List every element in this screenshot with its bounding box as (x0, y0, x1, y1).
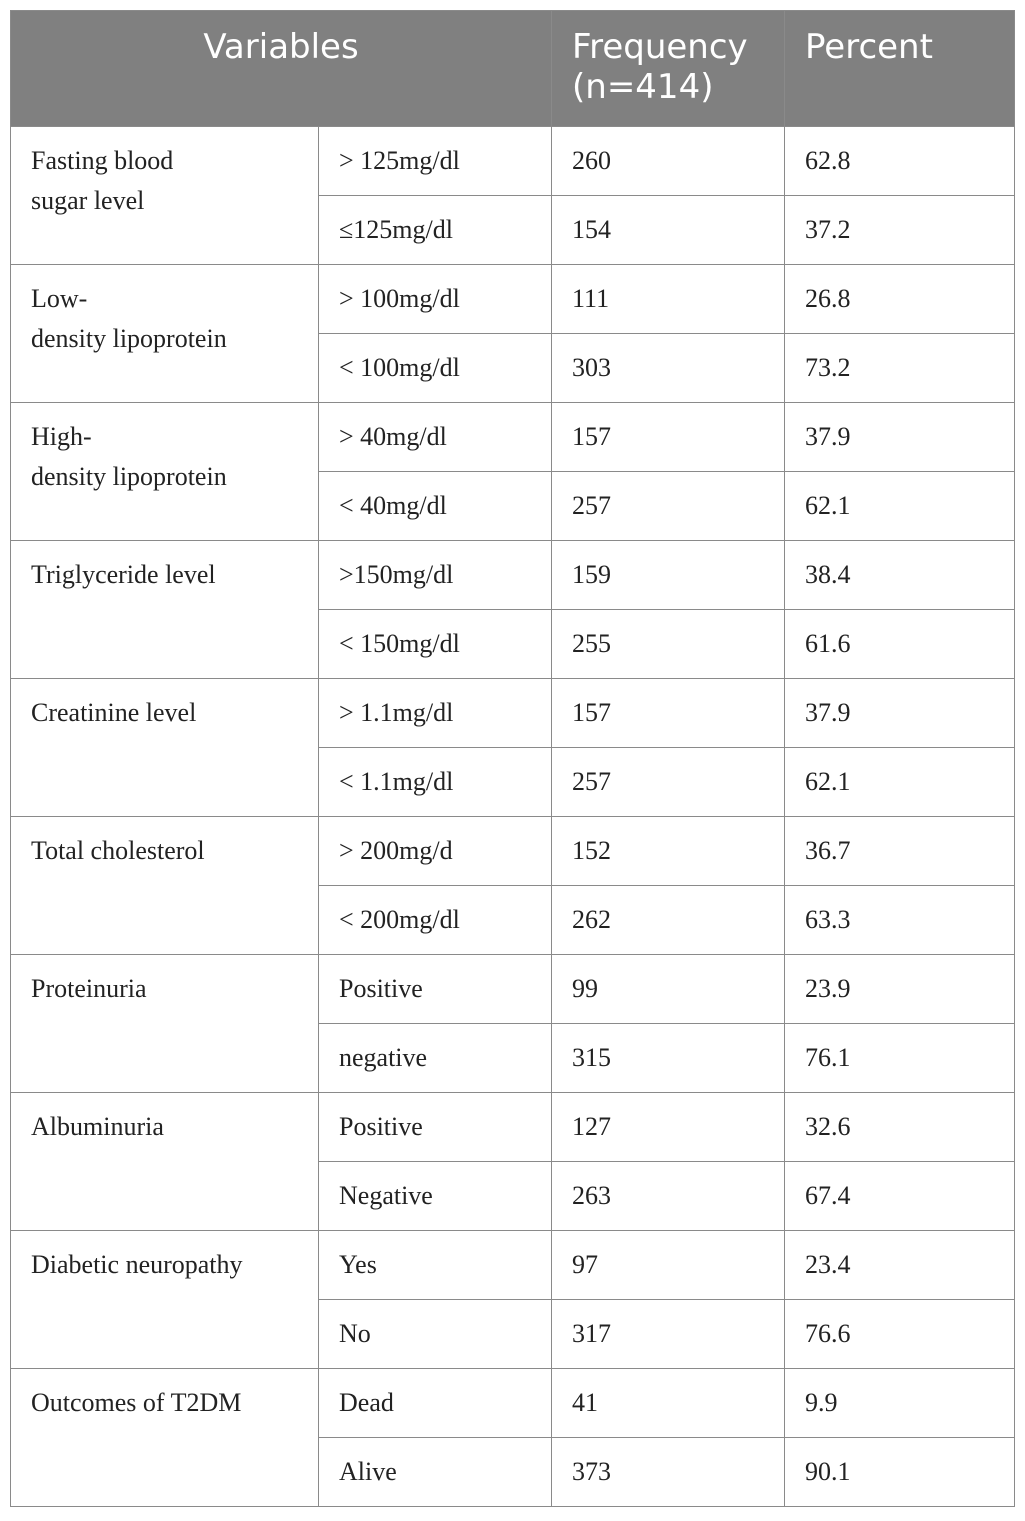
table-row (11, 1093, 1015, 1162)
header-row (11, 11, 1015, 127)
frequency-cell: 157 (552, 403, 785, 472)
variable-label-line: Creatinine level (31, 698, 197, 727)
category-cell: Negative (319, 1162, 552, 1231)
table-row (11, 403, 1015, 472)
category-cell: > 40mg/dl (319, 403, 552, 472)
table-row (11, 955, 1015, 1024)
frequency-cell: 127 (552, 1093, 785, 1162)
percent-cell: 90.1 (785, 1438, 1015, 1507)
frequency-cell: 154 (552, 196, 785, 265)
category-cell: Dead (319, 1369, 552, 1438)
frequency-cell: 260 (552, 127, 785, 196)
header-frequency (552, 11, 785, 127)
percent-cell: 61.6 (785, 610, 1015, 679)
frequency-cell: 257 (552, 472, 785, 541)
variable-label-line: sugar level (31, 186, 145, 215)
variable-label-line: Diabetic neuropathy (31, 1250, 243, 1279)
category-cell: > 125mg/dl (319, 127, 552, 196)
percent-cell: 37.9 (785, 679, 1015, 748)
variable-cell (11, 955, 319, 1093)
variable-cell (11, 1231, 319, 1369)
percent-cell: 62.1 (785, 748, 1015, 817)
category-cell: >150mg/dl (319, 541, 552, 610)
frequency-cell: 255 (552, 610, 785, 679)
category-cell: Yes (319, 1231, 552, 1300)
variable-label-line: Total cholesterol (31, 836, 205, 865)
frequency-cell: 152 (552, 817, 785, 886)
percent-cell: 67.4 (785, 1162, 1015, 1231)
variable-label-line: density lipoprotein (31, 462, 227, 491)
frequency-cell: 99 (552, 955, 785, 1024)
variable-cell (11, 1093, 319, 1231)
frequency-cell: 263 (552, 1162, 785, 1231)
frequency-cell: 373 (552, 1438, 785, 1507)
variable-label-line: Triglyceride level (31, 560, 216, 589)
variable-label-line: Albuminuria (31, 1112, 164, 1141)
category-cell: < 150mg/dl (319, 610, 552, 679)
percent-cell: 32.6 (785, 1093, 1015, 1162)
percent-cell: 23.9 (785, 955, 1015, 1024)
percent-cell: 38.4 (785, 541, 1015, 610)
variable-label-line: density lipoprotein (31, 324, 227, 353)
variable-cell (11, 127, 319, 265)
table-row (11, 541, 1015, 610)
percent-cell: 73.2 (785, 334, 1015, 403)
table-body (11, 127, 1015, 1507)
frequency-cell: 317 (552, 1300, 785, 1369)
category-cell: Alive (319, 1438, 552, 1507)
variable-cell (11, 679, 319, 817)
frequency-cell: 41 (552, 1369, 785, 1438)
category-cell: < 100mg/dl (319, 334, 552, 403)
variable-cell (11, 403, 319, 541)
variable-label-line: Fasting blood (31, 146, 174, 175)
data-table (10, 10, 1015, 1507)
variable-label-line: Proteinuria (31, 974, 147, 1003)
table-row (11, 1369, 1015, 1438)
percent-cell: 36.7 (785, 817, 1015, 886)
variable-cell (11, 265, 319, 403)
percent-cell: 9.9 (785, 1369, 1015, 1438)
percent-cell: 37.9 (785, 403, 1015, 472)
percent-cell: 26.8 (785, 265, 1015, 334)
percent-cell: 76.1 (785, 1024, 1015, 1093)
table-row (11, 1231, 1015, 1300)
table-row (11, 265, 1015, 334)
header-frequency-line2: (n=414) (572, 67, 714, 107)
percent-cell: 63.3 (785, 886, 1015, 955)
frequency-cell: 111 (552, 265, 785, 334)
category-cell: Positive (319, 1093, 552, 1162)
percent-cell: 23.4 (785, 1231, 1015, 1300)
header-variables: Variables (11, 11, 552, 127)
category-cell: < 200mg/dl (319, 886, 552, 955)
category-cell: No (319, 1300, 552, 1369)
variable-cell (11, 1369, 319, 1507)
frequency-cell: 97 (552, 1231, 785, 1300)
table-row (11, 817, 1015, 886)
header-frequency-line1: Frequency (572, 27, 748, 67)
header-percent: Percent (785, 11, 1015, 127)
frequency-cell: 303 (552, 334, 785, 403)
percent-cell: 37.2 (785, 196, 1015, 265)
variable-cell (11, 817, 319, 955)
variable-label-line: Outcomes of T2DM (31, 1388, 242, 1417)
table-header (11, 11, 1015, 127)
frequency-cell: 159 (552, 541, 785, 610)
category-cell: > 1.1mg/dl (319, 679, 552, 748)
category-cell: negative (319, 1024, 552, 1093)
variable-label-line: Low- (31, 284, 88, 313)
frequency-cell: 257 (552, 748, 785, 817)
category-cell: ≤125mg/dl (319, 196, 552, 265)
percent-cell: 76.6 (785, 1300, 1015, 1369)
category-cell: < 40mg/dl (319, 472, 552, 541)
category-cell: Positive (319, 955, 552, 1024)
percent-cell: 62.8 (785, 127, 1015, 196)
variable-cell (11, 541, 319, 679)
percent-cell: 62.1 (785, 472, 1015, 541)
category-cell: > 200mg/d (319, 817, 552, 886)
category-cell: < 1.1mg/dl (319, 748, 552, 817)
table-row (11, 127, 1015, 196)
frequency-cell: 262 (552, 886, 785, 955)
category-cell: > 100mg/dl (319, 265, 552, 334)
variable-label-line: High- (31, 422, 92, 451)
frequency-cell: 157 (552, 679, 785, 748)
frequency-cell: 315 (552, 1024, 785, 1093)
table-row (11, 679, 1015, 748)
